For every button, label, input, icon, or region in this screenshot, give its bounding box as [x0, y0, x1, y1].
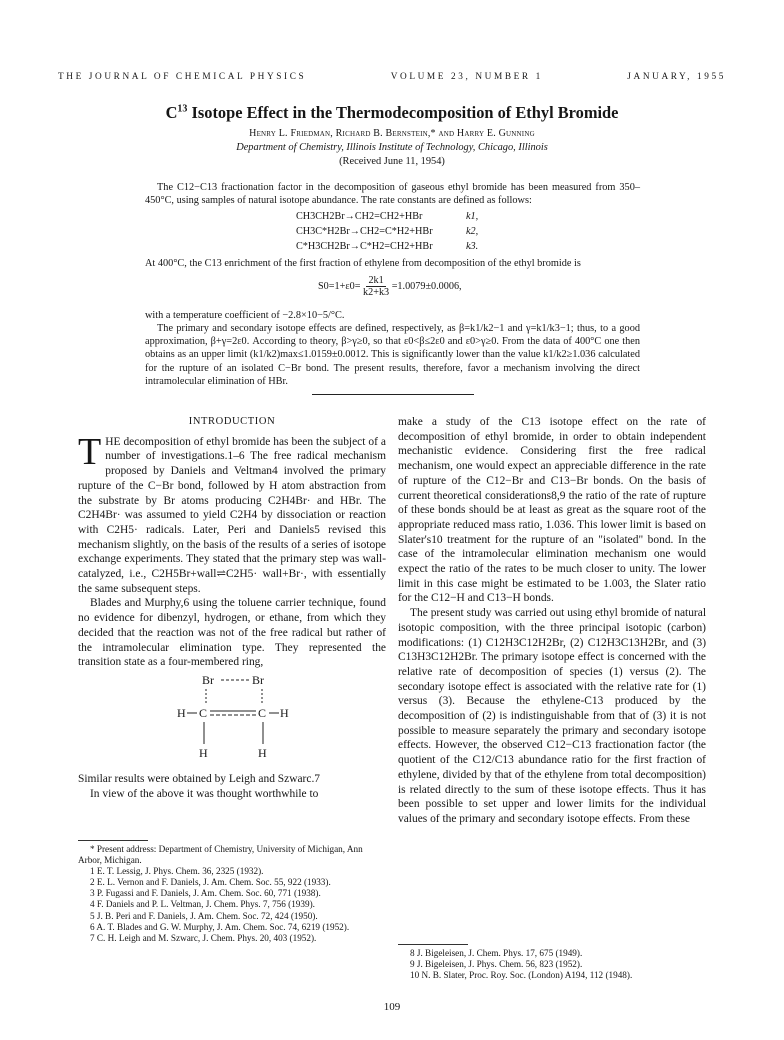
affiliation: Department of Chemistry, Illinois Institute of Technology, Chicago, Illinois	[236, 142, 548, 153]
reaction-1-constant: k1,	[466, 211, 479, 222]
footnote-2: 2 E. L. Vernon and F. Daniels, J. Am. Chem. Soc. 55, 922 (1933).	[90, 877, 331, 888]
transition-state-structure	[78, 672, 386, 772]
title-superscript: 13	[177, 103, 188, 115]
ring-c-right: C	[258, 705, 267, 720]
equation-left: S0=1+ε0=	[318, 280, 361, 292]
reaction-1-equation: CH3CH2Br→CH2=CH2+HBr	[296, 211, 423, 222]
right-paragraph-1: make a study of the C13 isotope effect on the rate of decomposition of ethyl bromide, in order to obtain independent mechanistic evidence. Considering first the free radical mechanism, one would expect an appreciable difference in the rate of rupture of the C12−Br and C13−Br bonds. On the basis of current theoretical considerations8,9 the ratio of the rate of rupture of these bonds should be at least as great as the square root of the appropriate reduced mass ratio, 1.036. This lower limit is based on Slater's10 treatment for the rupture of an "isolated" bond. In the case of the intramolecular elimination mechanism one would expect the ratio of the rates to be much closer to unity. The lower limit in this case might be estimated to be 1.003, the Slater ratio for the C12−H and C13−H bonds.	[398, 416, 706, 605]
left-footnotes	[78, 840, 386, 944]
footnote-1: 1 E. T. Lessig, J. Phys. Chem. 36, 2325 (1932).	[90, 866, 264, 877]
footnote-7: 7 C. H. Leigh and M. Szwarc, J. Chem. Phys. 20, 403 (1952).	[90, 932, 317, 943]
section-heading: INTRODUCTION	[188, 416, 276, 427]
received-date: (Received June 11, 1954)	[339, 156, 445, 167]
reaction-2-equation: CH3C*H2Br→CH2=C*H2+HBr	[296, 226, 433, 237]
drop-cap: T	[78, 430, 102, 473]
abstract-intro	[145, 181, 640, 207]
ring-h-bottom-left: H	[199, 745, 208, 760]
footnote-9: 9 J. Bigeleisen, J. Phys. Chem. 56, 823 (1952).	[410, 959, 583, 970]
title-text: Isotope Effect in the Thermodecomposition of Ethyl Bromide	[187, 103, 619, 122]
ring-diagram	[78, 672, 386, 772]
intro-p1-text: HE decomposition of ethyl bromide has been the subject of a number of investigations.1–6 The free radical mechanism proposed by Daniels and Veltman4 involved the primary rupture of the C−Br bond, followed by H atom abstraction from the substrate by Br atoms producing C2H4Br· and HBr. The C2H4Br· was assumed to yield C2H4 by dissociation or reaction with C2H5· radicals. Later, Peri and Daniels5 revised this mechanism slightly, on the basis of the results of a series of isotope exchange experiments. They stated that the primary step was wall-catalyzed, i.e., C2H5Br+wall⇌C2H5· wall+Br·, with essentially the same subsequent steps.	[78, 435, 386, 595]
ring-br-left: Br	[202, 672, 214, 687]
reaction-2-constant: k2,	[466, 226, 479, 237]
footnote-star: * Present address: Department of Chemistry, University of Michigan, Ann Arbor, Michigan.	[78, 844, 363, 866]
reaction-3	[296, 241, 479, 252]
intro-paragraph-1	[78, 430, 386, 597]
paper-title	[0, 103, 784, 123]
running-head	[58, 72, 726, 82]
ring-h-bottom-right: H	[258, 745, 267, 760]
section-divider	[312, 394, 474, 395]
footnote-rule-right	[398, 944, 468, 945]
footnote-rule-left	[78, 840, 148, 841]
footnote-6: 6 A. T. Blades and G. W. Murphy, J. Am. Chem. Soc. 74, 6219 (1952).	[90, 921, 350, 932]
footnote-4: 4 F. Daniels and P. L. Veltman, J. Chem. Phys. 7, 756 (1939).	[90, 899, 315, 910]
intro-paragraph-4: In view of the above it was thought worthwhile to	[90, 787, 319, 800]
issue-date: JANUARY, 1955	[627, 72, 726, 82]
ring-h-left: H	[177, 705, 186, 720]
intro-paragraph-3: Similar results were obtained by Leigh and Szwarc.7	[78, 772, 321, 785]
footnote-5: 5 J. B. Peri and F. Daniels, J. Am. Chem. Soc. 72, 424 (1950).	[90, 910, 318, 921]
reaction-3-constant: k3.	[466, 241, 479, 252]
equation-numerator: 2k1	[368, 275, 384, 286]
page-number: 109	[383, 1001, 401, 1013]
right-column	[398, 415, 706, 827]
title-prefix: C	[165, 103, 178, 122]
journal-name: THE JOURNAL OF CHEMICAL PHYSICS	[58, 72, 307, 82]
reaction-1	[296, 211, 479, 222]
abstract-p4: The primary and secondary isotope effects are defined, respectively, as β=k1/k2−1 and γ=k1/k3−1; thus, to a good approximation, β+γ=2ε0. According to theory, β>γ≥0, so that ε0<β≤2ε0 and ε0>γ≥0. From the data of 400°C one then obtains as an upper limit (k1/k2)max≤1.0159±0.0012. This is significantly lower than the value k1/k2≥1.036 calculated for the rupture of an isolated C−Br bond. The present results, therefore, favor a mechanism involving the direct intramolecular elimination of HBr.	[145, 323, 640, 387]
footnote-3: 3 P. Fugassi and F. Daniels, J. Am. Chem. Soc. 60, 771 (1938).	[90, 888, 321, 899]
ring-c-left: C	[199, 705, 208, 720]
reaction-2	[296, 226, 479, 237]
reaction-3-equation: C*H3CH2Br→C*H2=CH2+HBr	[296, 241, 433, 252]
footnote-10: 10 N. B. Slater, Proc. Roy. Soc. (London) A194, 112 (1948).	[410, 970, 633, 981]
volume-number: VOLUME 23, NUMBER 1	[390, 72, 543, 82]
abstract-p2: At 400°C, the C13 enrichment of the first fraction of ethylene from decomposition of the ethyl bromide is	[145, 258, 581, 269]
intro-paragraph-2: Blades and Murphy,6 using the toluene carrier technique, found no evidence for dibenzyl, hydrogen, or ethane, from which they decided that the reaction was not of the free radical but rather of the intramolecular elimination type. They represented the transition state as a four-membered ring,	[78, 597, 386, 669]
equation-denominator: k2+k3	[363, 287, 390, 298]
author-list: Henry L. Friedman, Richard B. Bernstein,* and Harry E. Gunning	[249, 128, 535, 139]
ring-br-right: Br	[252, 672, 264, 687]
abstract-p3: with a temperature coefficient of −2.8×10−5/°C.	[145, 310, 345, 321]
equation-right: =1.0079±0.0006,	[391, 280, 462, 292]
right-footnotes	[398, 944, 706, 981]
enrichment-equation	[318, 275, 462, 298]
right-paragraph-2: The present study was carried out using ethyl bromide of natural isotopic composition, with the three principal isotopic (carbon) modifications: (1) C12H3C12H2Br, (2) C12H3C13H2Br, and (3) C13H3C12H2Br. The primary isotope effect is concerned with the relative rate of decomposition of species (1) versus (2). The secondary isotope effect is associated with the relative rate for (1) versus (3). Because the ethylene-C13 produced by the decomposition of (2) is indistinguishable from that of (3) it is not possible to measure separately the primary and secondary isotope effects. However, the observed C12−C13 fractionation factor (the quotient of the C12/C13 abundance ratio for the first fraction of ethylene, divided by that of the ethylene from total decomposition) is related directly to the sum of these isotope effects. Thus it has been possible to set upper and lower limits for the individual values of the primary and secondary isotope effects. From these	[398, 607, 706, 825]
equation-fraction	[363, 275, 389, 298]
ring-h-right: H	[280, 705, 289, 720]
abstract-p1: The C12−C13 fractionation factor in the decomposition of gaseous ethyl bromide has been measured from 350–450°C, using samples of natural isotope abundance. The rate constants are defined as follows:	[145, 182, 640, 207]
left-column	[78, 415, 386, 801]
footnote-8: 8 J. Bigeleisen, J. Chem. Phys. 17, 675 (1949).	[410, 948, 583, 958]
